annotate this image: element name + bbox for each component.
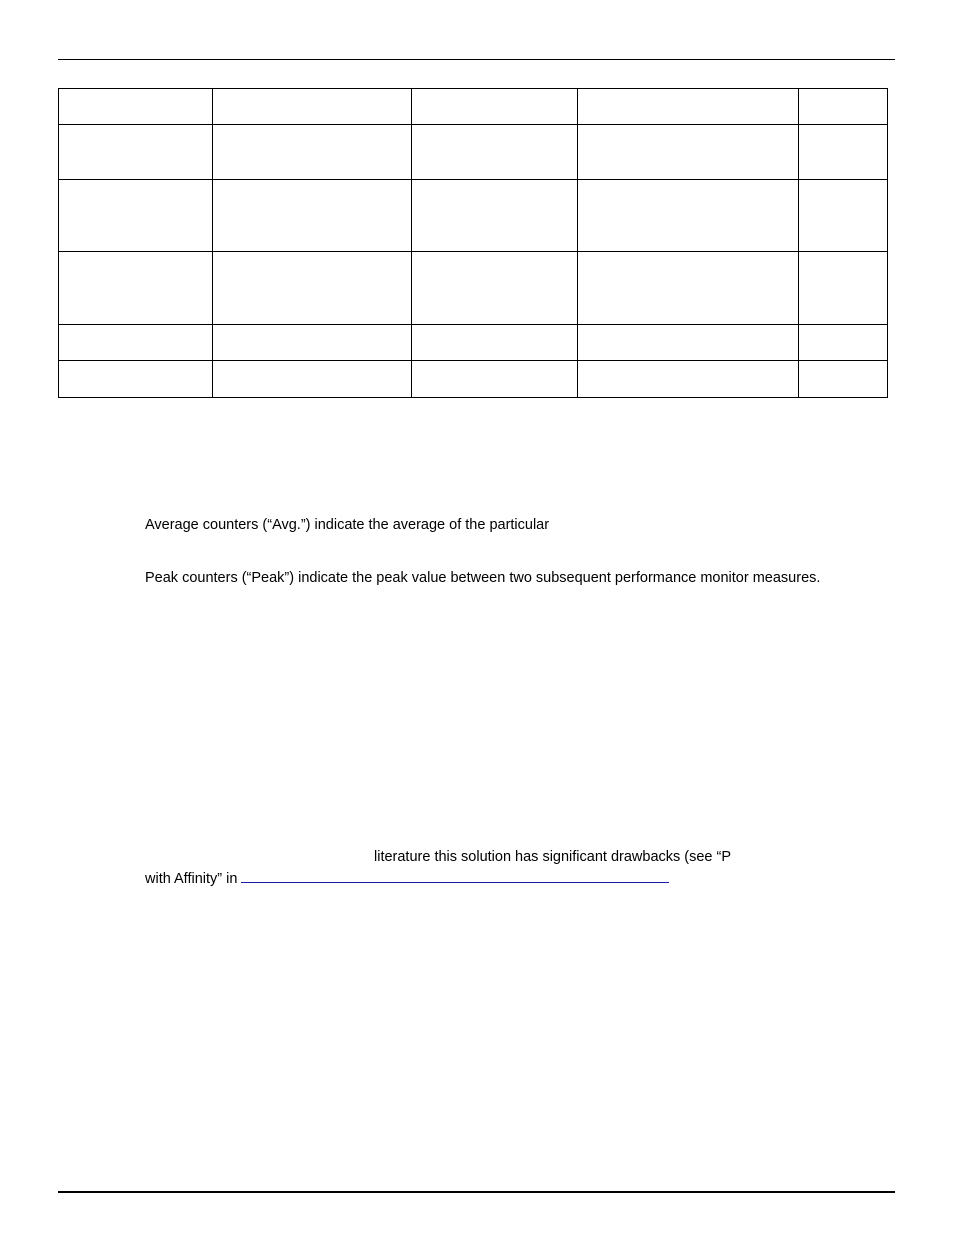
table-cell: [59, 325, 213, 361]
table-cell: [578, 361, 799, 398]
table-cell: [213, 89, 412, 125]
table-cell: [59, 361, 213, 398]
table-cell: [59, 89, 213, 125]
table-cell: [213, 361, 412, 398]
table-row: [59, 125, 888, 180]
table-cell: [578, 89, 799, 125]
table-cell: [578, 252, 799, 325]
table-cell: [799, 252, 888, 325]
table-cell: [213, 252, 412, 325]
affinity-text: with Affinity” in: [145, 871, 238, 887]
table-cell: [578, 180, 799, 252]
footer-rule: [58, 1191, 895, 1193]
table-row: [59, 361, 888, 398]
data-table: [58, 88, 888, 398]
table-cell: [412, 325, 578, 361]
header-rule: [58, 59, 895, 60]
table-cell: [213, 180, 412, 252]
table-row: [59, 252, 888, 325]
table-cell: [412, 89, 578, 125]
table-cell: [412, 180, 578, 252]
table-cell: [799, 89, 888, 125]
table-cell: [213, 325, 412, 361]
table-row: [59, 325, 888, 361]
table-cell: [799, 325, 888, 361]
peak-counters-paragraph: Peak counters (“Peak”) indicate the peak value between two subsequent performance monitor measures.: [145, 570, 821, 586]
table-cell: [412, 252, 578, 325]
table-cell: [799, 361, 888, 398]
table-cell: [59, 180, 213, 252]
table-row: [59, 89, 888, 125]
table-cell: [578, 325, 799, 361]
table-cell: [412, 361, 578, 398]
avg-counters-paragraph: Average counters (“Avg.”) indicate the average of the particular: [145, 517, 550, 533]
table-cell: [412, 125, 578, 180]
reference-link[interactable]: [241, 872, 669, 883]
table-cell: [59, 252, 213, 325]
table-cell: [59, 125, 213, 180]
table-cell: [799, 180, 888, 252]
literature-paragraph: literature this solution has significant drawbacks (see “P: [374, 849, 732, 865]
table-cell: [578, 125, 799, 180]
table-row: [59, 180, 888, 252]
affinity-line: [145, 871, 669, 888]
table-cell: [213, 125, 412, 180]
table-cell: [799, 125, 888, 180]
